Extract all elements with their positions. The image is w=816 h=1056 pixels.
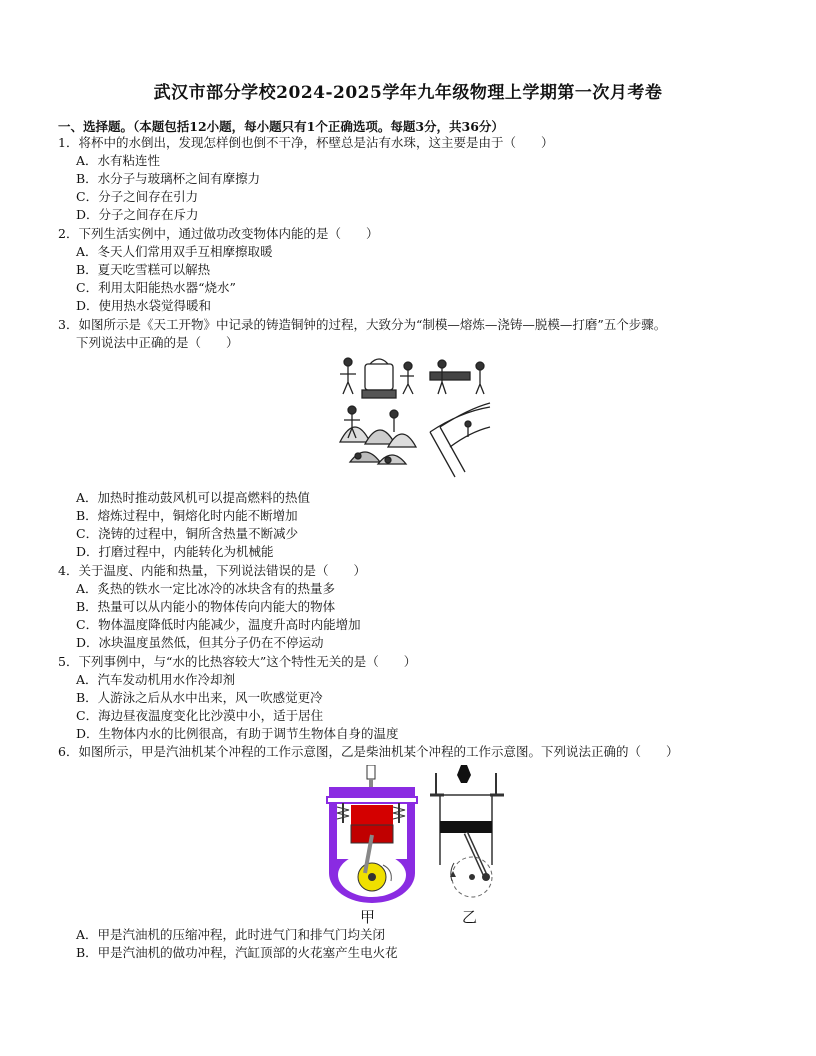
question-3-option-b[interactable]: B．熔炼过程中，铜熔化时内能不断增加 <box>76 508 298 523</box>
question-5-stem: 5．下列事例中，与“水的比热容较大”这个特性无关的是（ ） <box>58 654 417 669</box>
question-1-option-b[interactable]: B．水分子与玻璃杯之间有摩擦力 <box>76 171 261 186</box>
page-title: 武汉市部分学校2024-2025学年九年级物理上学期第一次月考卷 <box>153 83 663 103</box>
question-3-option-d[interactable]: D．打磨过程中，内能转化为机械能 <box>76 544 274 559</box>
question-2-option-a[interactable]: A．冬天人们常用双手互相摩擦取暖 <box>76 244 273 259</box>
question-1-option-c[interactable]: C．分子之间存在引力 <box>76 189 199 204</box>
question-3-stem: 3．如图所示是《天工开物》中记录的铸造铜钟的过程，大致分为“制模—熔炼—浇铸—脱模—打磨”五个步骤。 <box>58 317 667 332</box>
question-5-option-c[interactable]: C．海边昼夜温度变化比沙漠中小，适于居住 <box>76 708 324 723</box>
figure-label-yi: 乙 <box>462 908 478 926</box>
question-3-option-c[interactable]: C．浇铸的过程中，铜所含热量不断减少 <box>76 526 299 541</box>
question-5-option-b[interactable]: B．人游泳之后从水中出来，风一吹感觉更冷 <box>76 690 323 705</box>
question-5-option-d[interactable]: D．生物体内水的比例很高，有助于调节生物体自身的温度 <box>76 726 399 741</box>
diesel-engine-diagram-icon <box>430 765 505 905</box>
question-5-option-a[interactable]: A．汽车发动机用水作冷却剂 <box>76 672 236 687</box>
question-1-option-d[interactable]: D．分子之间存在斥力 <box>76 207 199 222</box>
question-6-option-b[interactable]: B．甲是汽油机的做功冲程，汽缸顶部的火花塞产生电火花 <box>76 945 398 960</box>
section-heading: 一、选择题。（本题包括12小题，每小题只有1个正确选项。每题3分，共36分） <box>58 119 504 134</box>
question-6-stem: 6．如图所示，甲是汽油机某个冲程的工作示意图，乙是柴油机某个冲程的工作示意图。下列说法正确的（ ） <box>58 744 679 759</box>
question-1-option-a[interactable]: A．水有粘连性 <box>76 153 161 168</box>
question-4-option-a[interactable]: A．炙热的铁水一定比冰冷的冰块含有的热量多 <box>76 581 336 596</box>
question-3-option-a[interactable]: A．加热时推动鼓风机可以提高燃料的热值 <box>76 490 311 505</box>
question-4-stem: 4．关于温度、内能和热量，下列说法错误的是（ ） <box>58 563 366 578</box>
figure-label-jia: 甲 <box>360 908 376 926</box>
question-2-stem: 2．下列生活实例中，通过做功改变物体内能的是（ ） <box>58 226 379 241</box>
question-4-option-c[interactable]: C．物体温度降低时内能减少，温度升高时内能增加 <box>76 617 361 632</box>
question-3-stem-continued: 下列说法中正确的是（ ） <box>76 335 239 350</box>
gasoline-engine-diagram-icon <box>323 765 421 905</box>
bell-casting-illustration-icon <box>330 352 500 487</box>
question-2-option-d[interactable]: D．使用热水袋觉得暖和 <box>76 298 212 313</box>
question-2-option-b[interactable]: B．夏天吃雪糕可以解热 <box>76 262 211 277</box>
question-1-stem: 1．将杯中的水倒出，发现怎样倒也倒不干净，杯壁总是沾有水珠，这主要是由于（ ） <box>58 135 554 150</box>
question-2-option-c[interactable]: C．利用太阳能热水器“烧水” <box>76 280 236 295</box>
question-4-option-b[interactable]: B．热量可以从内能小的物体传向内能大的物体 <box>76 599 336 614</box>
question-4-option-d[interactable]: D．冰块温度虽然低，但其分子仍在不停运动 <box>76 635 324 650</box>
question-6-option-a[interactable]: A．甲是汽油机的压缩冲程，此时进气门和排气门均关闭 <box>76 927 386 942</box>
